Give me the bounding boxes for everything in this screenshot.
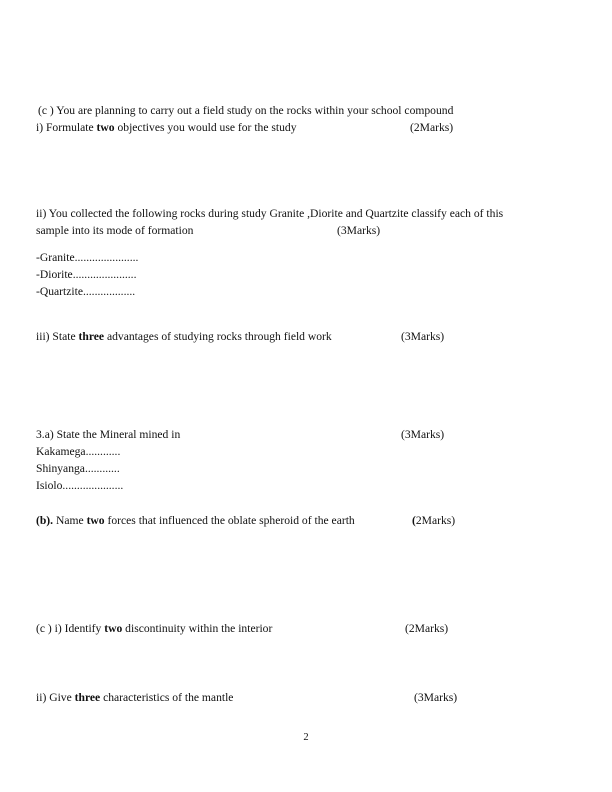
q2c-i-question: i) Formulate two objectives you would use for the study (36, 121, 297, 134)
q2c-ii-line2: sample into its mode of formation (36, 224, 194, 237)
q3c-ii-question: ii) Give three characteristics of the mantle (36, 691, 234, 704)
q3c-i-marks: (2Marks) (405, 622, 449, 635)
rock-item: -Diorite...................... (36, 268, 137, 281)
q3b-question: (b). Name two forces that influenced the oblate spheroid of the earth (36, 514, 355, 527)
rock-item: -Quartzite.................. (36, 285, 136, 298)
q2c-ii-line1: ii) You collected the following rocks during study Granite ,Diorite and Quartzite classify each of this (36, 207, 504, 220)
q2c-intro: (c ) You are planning to carry out a field study on the rocks within your school compound (38, 104, 454, 117)
q2c-ii-marks: (3Marks) (337, 224, 381, 237)
q2c-iii-question: iii) State three advantages of studying rocks through field work (36, 330, 332, 343)
page-number: 2 (303, 732, 309, 743)
q2c-i-marks: (2Marks) (410, 121, 454, 134)
q3a-marks: (3Marks) (401, 428, 445, 441)
q3a-question: 3.a) State the Mineral mined in (36, 428, 181, 441)
q2c-iii-marks: (3Marks) (401, 330, 445, 343)
q3c-ii-marks: (3Marks) (414, 691, 458, 704)
place-item: Kakamega............ (36, 445, 121, 458)
q3c-i-question: (c ) i) Identify two discontinuity within the interior (36, 622, 273, 635)
rock-item: -Granite...................... (36, 251, 139, 264)
place-item: Shinyanga............ (36, 462, 120, 475)
place-item: Isiolo..................... (36, 479, 124, 492)
q3b-marks: (2Marks) (412, 514, 456, 527)
